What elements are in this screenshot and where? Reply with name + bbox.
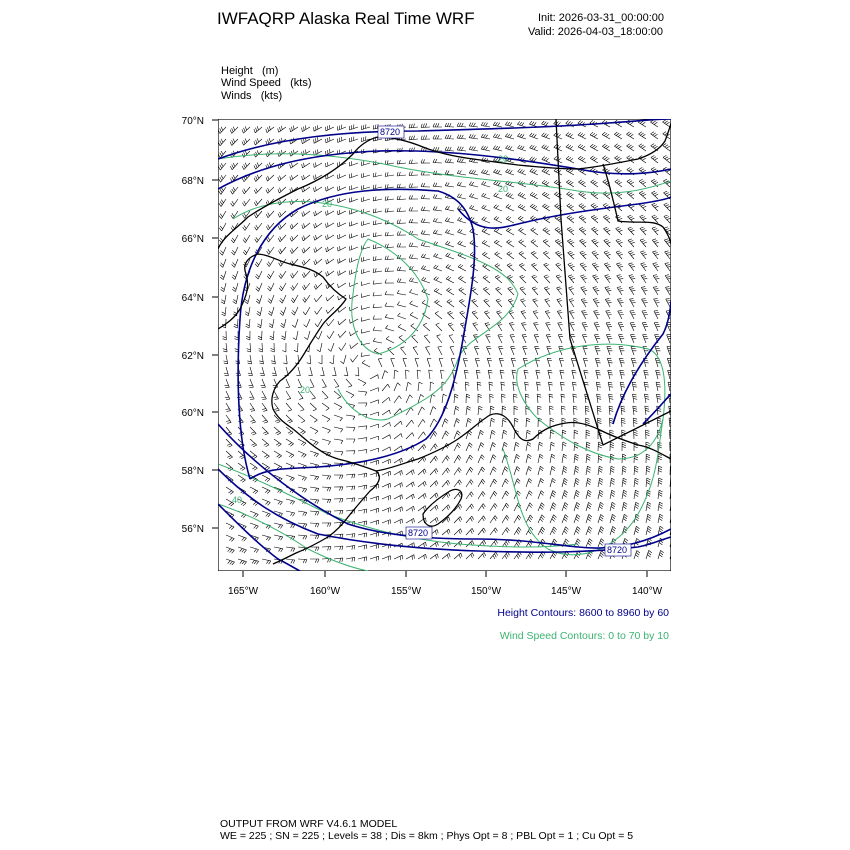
height-contours-legend: Height Contours: 8600 to 8960 by 60 xyxy=(497,607,669,619)
height-label: 8720 xyxy=(380,127,401,137)
map-canvas xyxy=(218,119,671,571)
lon-tick-label: 155°W xyxy=(390,586,422,597)
valid-time: Valid: 2026-04-03_18:00:00 xyxy=(528,26,663,38)
field-unit: (kts) xyxy=(290,77,312,89)
speed-label: 20 xyxy=(498,154,509,164)
speed-label: 20 xyxy=(498,184,509,194)
height-label: 8720 xyxy=(408,528,429,538)
lat-tick-label: 60°N xyxy=(181,408,204,419)
map-panel xyxy=(218,119,671,571)
speed-label: 20 xyxy=(322,199,333,209)
lat-tick-label: 56°N xyxy=(181,524,204,535)
speed-label: 40 xyxy=(232,495,243,505)
lat-tick-label: 64°N xyxy=(181,293,204,304)
lat-tick-label: 66°N xyxy=(181,234,204,245)
longitude-axis xyxy=(228,571,663,597)
lon-tick-label: 165°W xyxy=(227,586,259,597)
lon-tick-label: 150°W xyxy=(470,586,502,597)
lat-tick-label: 70°N xyxy=(181,116,204,127)
field-name: Height xyxy=(221,65,253,77)
lon-tick-label: 160°W xyxy=(309,586,341,597)
speed-label: 20 xyxy=(300,385,311,395)
field-unit: (m) xyxy=(261,65,279,77)
footer-config: WE = 225 ; SN = 225 ; Levels = 38 ; Dis = 8km ; Phys Opt = 8 ; PBL Opt = 1 ; Cu Opt = 5 xyxy=(220,830,634,842)
lat-tick-label: 68°N xyxy=(181,176,204,187)
field-name: Winds xyxy=(221,90,252,102)
height-label: 8720 xyxy=(607,545,628,555)
field-unit: (kts) xyxy=(260,90,283,102)
plot-title: IWFAQRP Alaska Real Time WRF xyxy=(217,9,475,28)
wind-speed-contours-legend: Wind Speed Contours: 0 to 70 by 10 xyxy=(499,630,669,642)
lon-tick-label: 140°W xyxy=(631,586,663,597)
lat-tick-label: 58°N xyxy=(181,466,204,477)
init-time: Init: 2026-03-31_00:00:00 xyxy=(538,12,664,24)
footer-model: OUTPUT FROM WRF V4.6.1 MODEL xyxy=(220,818,398,830)
field-name: Wind Speed xyxy=(221,77,281,89)
lat-tick-label: 62°N xyxy=(181,351,204,362)
lon-tick-label: 145°W xyxy=(550,586,582,597)
latitude-axis xyxy=(182,116,218,535)
